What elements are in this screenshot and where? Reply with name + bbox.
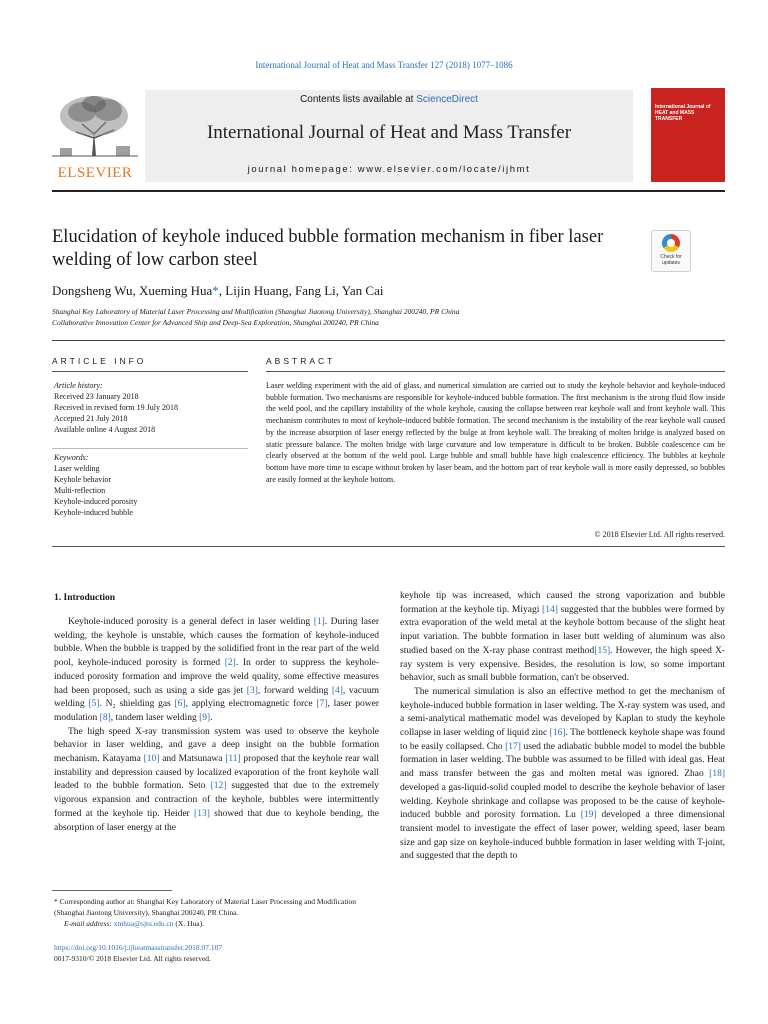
article-info-divider	[52, 371, 248, 372]
paragraph	[400, 686, 725, 864]
paragraph-text: showed that due to keyhole bending, the absorption of laser energy at the	[54, 808, 379, 833]
paragraph-text: . During laser welding, the keyhole is unstable, which causes the formation of keyhole-induced bubble. When the bubble is trapped by the solidified front in the rear part of the weld pool, keyhole-induced porosity is formed	[54, 617, 379, 669]
citation-ref-link[interactable]: [11]	[225, 754, 241, 765]
footnote-email-line	[54, 918, 379, 929]
keywords-divider	[52, 448, 248, 449]
doi-link[interactable]: https://doi.org/10.1016/j.ijheatmasstransfer.2018.07.107	[54, 943, 223, 952]
check-for-updates-icon	[662, 234, 680, 252]
citation-ref-link[interactable]: [7]	[316, 699, 328, 710]
article-history	[54, 380, 248, 435]
paragraph-text: , forward welding	[257, 685, 332, 696]
paragraph-text: . However, the high speed X-ray system is very expensive. Besides, the resolution is low, so some important behavior, such as small bubble formation, can't be observed.	[400, 645, 726, 684]
paragraph-text: suggested that due to the extremely vigorous expansion and contraction of the keyhole, bubbles were intermittently formed at the keyhole tip. Heider	[54, 781, 379, 819]
author-list	[52, 283, 383, 299]
article-info-heading: ARTICLE INFO	[52, 356, 147, 366]
keyword-item: Keyhole-induced bubble	[54, 508, 133, 517]
citation-ref-link[interactable]: [10]	[143, 754, 160, 765]
citation-ref-link[interactable]: [16]	[549, 728, 566, 739]
paragraph-text: . The bottleneck keyhole shape was found to be easily collapsed. Cho	[400, 728, 725, 752]
contents-prefix: Contents lists available at	[300, 94, 417, 105]
affiliations	[52, 306, 692, 328]
keywords	[54, 452, 248, 518]
history-item: Accepted 21 July 2018	[54, 414, 128, 423]
paragraph-text: used the adiabatic bubble model to model the bubble formation in laser welding. The bubble was assumed to be filled with ideal gas. Heat and mass transfer between the gas and molten metal was ignored. Zhao	[400, 741, 725, 780]
elsevier-tree-icon	[52, 90, 138, 158]
abstract-copyright: © 2018 Elsevier Ltd. All rights reserved.	[594, 530, 725, 539]
paragraph-text: developed a three dimensional transient model to investigate the effect of laser power, welding speed, laser beam size and gap size on keyhole-induced bubble formation in laser welding with T-joint, and suggested that the depth to	[400, 810, 725, 862]
keyword-item: Keyhole behavior	[54, 475, 112, 484]
abstract-divider	[266, 371, 725, 372]
journal-citation-link[interactable]: International Journal of Heat and Mass Transfer 127 (2018) 1077–1086	[255, 60, 513, 70]
header-divider	[52, 190, 725, 192]
corresponding-author-mark[interactable]: *	[212, 283, 219, 298]
paragraph-text: proposed that the keyhole rear wall instability and depression caused by localized evaporation of the front keyhole wall leaded to the bubble formation. Seto	[54, 754, 379, 792]
issn-line: 0017-9310/© 2018 Elsevier Ltd. All rights reserved.	[54, 954, 211, 963]
paragraph-text: . N₂ shielding gas	[99, 699, 175, 710]
check-for-updates-label: Check for updates	[660, 254, 682, 266]
homepage-url-link[interactable]: www.elsevier.com/locate/ijhmt	[357, 164, 531, 175]
citation-ref-link[interactable]: [15]	[594, 645, 611, 656]
corresponding-author-footnote	[54, 896, 379, 929]
paragraph-text: , vacuum welding	[54, 685, 379, 710]
abstract-text: Laser welding experiment with the aid of glass, and numerical simulation are carried out to study the keyhole behavior and keyhole-induced bubble formation. Two mechanisms are responsible for keyhole-induced bubble formation. The first mechanism is the strong fluid flow inside the weld pool, and the capillary instability of the whole keyhole, causing the collapse between rear keyhole wall and front keyhole wall. This mechanism contributes to most of keyhole-induced bubble formation. The second mechanism is the instability of the rear keyhole wall caused by the increase absorption of laser energy reflected by the bulge at front keyhole wall. The breaking of molten bridge is analyzed based on static pressure balance. The molten bridge with large curvature and low temperature is difficult to be broken. Bubble coalescence can be clearly observed at the bottom of the weld pool. Large bubble and small bubble have high coalescence efficiency. The bubbles at keyhole bottom have more time to escape without broken by laser beam, and the bottom part of rear keyhole wall is more easily depressed, so bubbles are easily formed at the keyhole bottom.	[266, 381, 725, 484]
paragraph-text: keyhole tip was increased, which caused the strong vaporization and bubble formation at the keyhole tip. Miyagi	[400, 591, 725, 615]
sciencedirect-link[interactable]: ScienceDirect	[416, 94, 478, 105]
paragraph	[400, 590, 725, 686]
paragraph-text: The numerical simulation is also an effective method to get the mechanism of keyhole-induced bubble formation in laser welding. The X-ray system was used, and a semi-analytical mathematic model was developed by Kaplan to study the keyhole collapse in laser welding of liquid zinc	[400, 686, 725, 739]
keyword-item: Keyhole-induced porosity	[54, 497, 138, 506]
citation-ref-link[interactable]: [12]	[210, 781, 227, 792]
citation-ref-link[interactable]: [19]	[580, 810, 597, 821]
paragraph-text: Keyhole-induced porosity is a general defect in laser welding	[68, 617, 314, 627]
paragraph-text: , laser power modulation	[54, 699, 379, 723]
history-item: Received in revised form 19 July 2018	[54, 403, 178, 412]
keywords-label: Keywords:	[54, 453, 89, 462]
affiliation-2: Collaborative Innovation Center for Advanced Ship and Deep-Sea Exploration, Shanghai 200240, PR China	[52, 318, 379, 327]
history-label: Article history:	[54, 381, 103, 390]
journal-title: International Journal of Heat and Mass Transfer	[206, 122, 572, 143]
citation-ref-link[interactable]: [5]	[88, 699, 100, 710]
email-link[interactable]: xmhua@sjtu.edu.cn	[113, 919, 174, 928]
citation-ref-link[interactable]: [6]	[174, 699, 186, 710]
journal-cover-thumbnail[interactable]	[651, 88, 725, 182]
citation-ref-link[interactable]: [8]	[99, 712, 111, 723]
authors-first: Dongsheng Wu, Xueming Hua	[52, 283, 213, 298]
citation-ref-link[interactable]: [4]	[331, 685, 343, 696]
paragraph-text: The high speed X-ray transmission system was used to observe the keyhole behavior in laser welding, and gave a deep insight on the bubble formation mechanism. Katayama	[54, 726, 379, 765]
paragraph-text: .	[210, 712, 213, 723]
body-column-left	[54, 616, 379, 835]
email-label: E-mail address:	[64, 919, 114, 928]
paragraph-text: and Matsunawa	[159, 754, 226, 765]
footnote-divider	[52, 890, 172, 891]
history-item: Received 23 January 2018	[54, 392, 139, 401]
elsevier-logo	[52, 90, 138, 182]
title-divider	[52, 340, 725, 341]
paragraph-text: , applying electromagnetic force	[185, 699, 317, 710]
footnote-body: Corresponding author at: Shanghai Key Laboratory of Material Laser Processing and Modification (Shanghai Jiaotong University), Shanghai 200240, PR China.	[54, 897, 357, 917]
citation-ref-link[interactable]: [13]	[194, 808, 210, 819]
email-suffix: (X. Hua).	[173, 919, 204, 928]
body-column-right	[400, 590, 725, 864]
check-for-updates-button[interactable]	[651, 230, 691, 272]
history-item: Available online 4 August 2018	[54, 425, 156, 434]
abstract-heading: ABSTRACT	[266, 356, 336, 366]
citation-ref-link[interactable]: [1]	[313, 617, 325, 627]
paragraph-text: suggested that the bubbles were formed by extra evaporation of the weld metal at the keyhole bottom because of the slight heat input variation. The bubble formation in laser butt welding of aluminum was also studied based on the X-ray phase contrast method	[400, 604, 726, 656]
homepage-prefix: journal homepage:	[247, 164, 358, 175]
cover-title: International Journal of HEAT and MASS TRANSFER	[655, 104, 711, 122]
publisher-name: ELSEVIER	[57, 165, 133, 181]
homepage-line	[145, 164, 633, 175]
paragraph	[54, 726, 379, 836]
paragraph-text: , tandem laser welding	[110, 712, 200, 723]
citation-ref-link[interactable]: [14]	[542, 604, 558, 615]
keyword-item: Multi-reflection	[54, 486, 106, 495]
footnote-text	[54, 896, 379, 918]
paper-title: Elucidation of keyhole induced bubble formation mechanism in fiber laser welding of low carbon steel	[52, 227, 604, 270]
paragraph	[54, 616, 379, 726]
citation-ref-link[interactable]: [3]	[246, 685, 258, 696]
journal-header-band	[145, 90, 633, 182]
paragraph-text: . In order to suppress the keyhole-induced porosity formation and improve the weld quality, some effective measures had been proposed, such as using a side gas jet	[54, 658, 379, 696]
abstract-bottom-divider	[52, 546, 725, 547]
doi-block	[54, 942, 222, 964]
citation-ref-link[interactable]: [18]	[709, 769, 725, 780]
keyword-item: Laser welding	[54, 464, 100, 473]
affiliation-1: Shanghai Key Laboratory of Material Laser Processing and Modification (Shanghai Jiaotong University), Shanghai 200240, PR China	[52, 307, 460, 316]
footnote-mark: *	[54, 897, 58, 906]
authors-rest: , Lijin Huang, Fang Li, Yan Cai	[218, 283, 384, 298]
citation-ref-link[interactable]: [9]	[199, 712, 211, 723]
contents-line	[145, 94, 633, 105]
introduction-heading: 1. Introduction	[54, 593, 116, 603]
citation-ref-link[interactable]: [17]	[505, 741, 521, 752]
paragraph-text: developed a gas-liquid-solid coupled model to describe the keyhole behavior of laser welding. Keyhole shrinkage and collapse was proposed to be the cause of keyhole-induced bubble and porosity formation. Lu	[400, 782, 725, 821]
citation-ref-link[interactable]: [2]	[224, 658, 236, 669]
